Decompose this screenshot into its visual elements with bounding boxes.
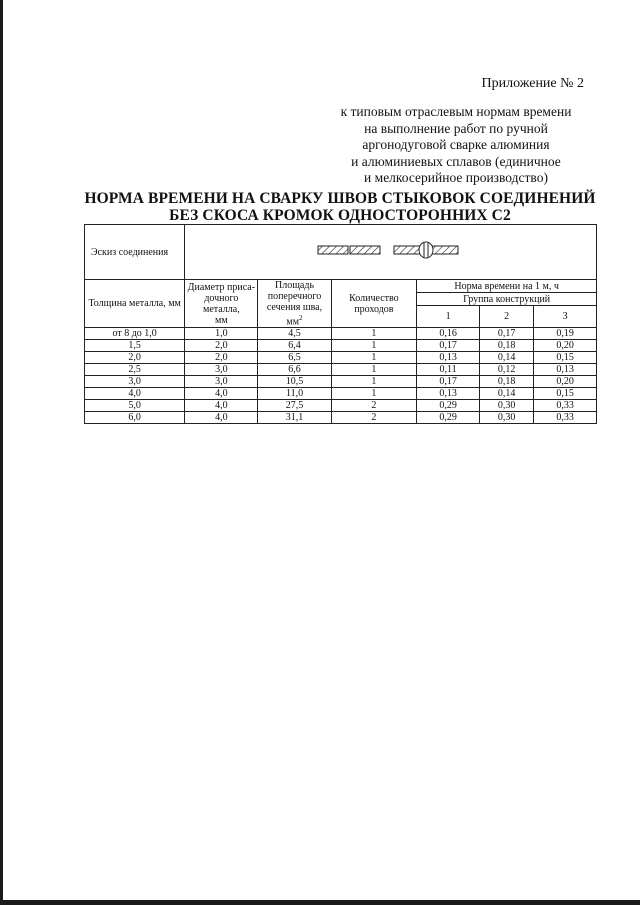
cell-norm-group-3: 0,33 [534, 412, 597, 424]
appendix-line: аргонодуговой сварке алюминия [362, 137, 550, 152]
cell-seam-area: 31,1 [258, 412, 331, 424]
col-thickness-header: Толщина металла, мм [85, 280, 185, 328]
cell-norm-group-2: 0,30 [479, 412, 533, 424]
cell-passes: 2 [331, 412, 417, 424]
col-filler-header: Диаметр приса- дочного металла, мм [185, 280, 258, 328]
cell-filler-diameter: 4,0 [185, 388, 258, 400]
group-header: Группа конструкций [417, 293, 597, 306]
cell-passes: 1 [331, 328, 417, 340]
cell-norm-group-2: 0,18 [479, 340, 533, 352]
cell-filler-diameter: 2,0 [185, 340, 258, 352]
cell-norm-group-2: 0,18 [479, 376, 533, 388]
cell-norm-group-2: 0,30 [479, 400, 533, 412]
cell-norm-group-3: 0,19 [534, 328, 597, 340]
appendix-line: и мелкосерийное производство) [364, 170, 548, 185]
cell-norm-group-1: 0,17 [417, 340, 480, 352]
table-row [85, 352, 597, 364]
cell-filler-diameter: 2,0 [185, 352, 258, 364]
cell-norm-group-2: 0,12 [479, 364, 533, 376]
cell-seam-area: 4,5 [258, 328, 331, 340]
cell-norm-group-1: 0,11 [417, 364, 480, 376]
table-row [85, 388, 597, 400]
group-2-header: 2 [479, 306, 533, 328]
cell-seam-area: 6,6 [258, 364, 331, 376]
cell-passes: 1 [331, 364, 417, 376]
title-line-1: НОРМА ВРЕМЕНИ НА СВАРКУ ШВОВ СТЫКОВОК СОЕДИНЕНИЙ [84, 190, 596, 207]
cell-passes: 1 [331, 352, 417, 364]
table-row [85, 376, 597, 388]
cell-norm-group-1: 0,13 [417, 352, 480, 364]
cell-passes: 1 [331, 340, 417, 352]
table-row [85, 340, 597, 352]
cell-filler-diameter: 4,0 [185, 412, 258, 424]
cell-thickness: 4,0 [85, 388, 185, 400]
table-row [85, 412, 597, 424]
cell-thickness: 6,0 [85, 412, 185, 424]
appendix-line: на выполнение работ по ручной [364, 120, 548, 136]
cell-thickness: 1,5 [85, 340, 185, 352]
cell-norm-group-3: 0,15 [534, 388, 597, 400]
scan-bottom-edge [0, 900, 640, 905]
appendix-line: и алюминиевых сплавов (единичное [351, 153, 561, 169]
cell-seam-area: 27,5 [258, 400, 331, 412]
cell-seam-area: 10,5 [258, 376, 331, 388]
group-1-header: 1 [417, 306, 480, 328]
cell-norm-group-3: 0,15 [534, 352, 597, 364]
cell-passes: 1 [331, 388, 417, 400]
cell-seam-area: 6,5 [258, 352, 331, 364]
col-area-header: Площадь поперечного сечения шва, $мм^2$ [258, 280, 331, 328]
time-norm-table [84, 224, 597, 424]
cell-seam-area: 6,4 [258, 340, 331, 352]
cell-passes: 1 [331, 376, 417, 388]
cell-norm-group-3: 0,20 [534, 340, 597, 352]
cell-filler-diameter: 3,0 [185, 376, 258, 388]
table-row [85, 364, 597, 376]
appendix-title: Приложение № 2 [481, 76, 584, 91]
sketch-label: Эскиз соединения [85, 225, 185, 280]
document-title [84, 190, 596, 224]
butt-joint-sketch-icon [316, 238, 466, 264]
scan-left-edge [0, 0, 3, 905]
cell-norm-group-2: 0,14 [479, 388, 533, 400]
joint-sketch-cell [185, 225, 597, 280]
cell-norm-group-3: 0,20 [534, 376, 597, 388]
cell-thickness: 5,0 [85, 400, 185, 412]
title-line-2: БЕЗ СКОСА КРОМОК ОДНОСТОРОННИХ С2 [169, 207, 511, 224]
table-body [85, 328, 597, 424]
cell-norm-group-2: 0,17 [479, 328, 533, 340]
cell-norm-group-1: 0,29 [417, 400, 480, 412]
cell-norm-group-3: 0,33 [534, 400, 597, 412]
cell-norm-group-3: 0,13 [534, 364, 597, 376]
appendix-subtitle [326, 104, 586, 187]
cell-seam-area: 11,0 [258, 388, 331, 400]
cell-filler-diameter: 4,0 [185, 400, 258, 412]
cell-thickness: 2,5 [85, 364, 185, 376]
cell-norm-group-1: 0,17 [417, 376, 480, 388]
cell-norm-group-1: 0,13 [417, 388, 480, 400]
cell-filler-diameter: 1,0 [185, 328, 258, 340]
table-row [85, 400, 597, 412]
cell-passes: 2 [331, 400, 417, 412]
group-3-header: 3 [534, 306, 597, 328]
table-row [85, 328, 597, 340]
appendix-line: к типовым отраслевым нормам времени [340, 104, 572, 119]
cell-filler-diameter: 3,0 [185, 364, 258, 376]
cell-thickness: от 8 до 1,0 [85, 328, 185, 340]
col-passes-header: Количество проходов [331, 280, 417, 328]
cell-norm-group-1: 0,16 [417, 328, 480, 340]
cell-norm-group-2: 0,14 [479, 352, 533, 364]
cell-thickness: 3,0 [85, 376, 185, 388]
cell-norm-group-1: 0,29 [417, 412, 480, 424]
norm-header: Норма времени на 1 м, ч [417, 280, 597, 293]
cell-thickness: 2,0 [85, 352, 185, 364]
